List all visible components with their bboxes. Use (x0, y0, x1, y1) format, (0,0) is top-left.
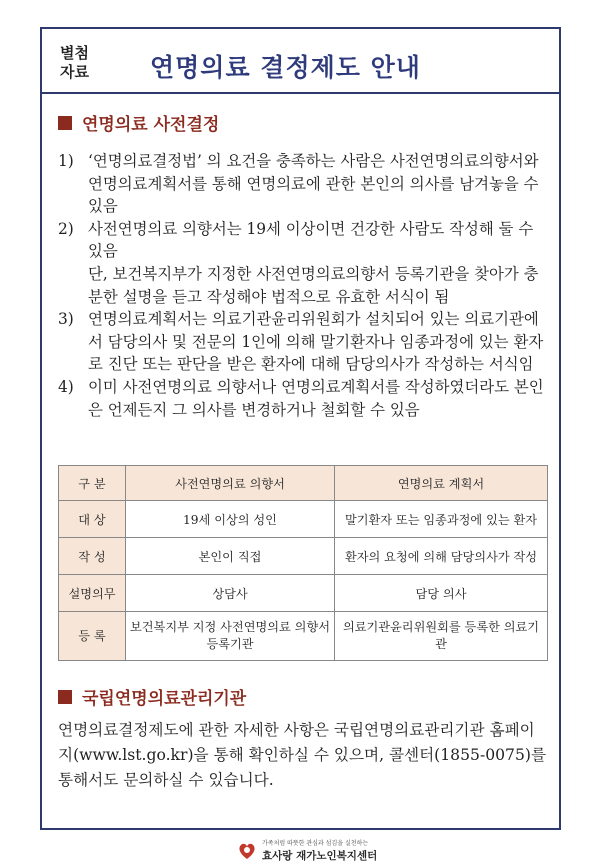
section-heading-text: 연명의료 사전결정 (82, 115, 220, 135)
table-header-cell: 사전연명의료 의향서 (126, 466, 335, 501)
organization-logo-icon (236, 840, 258, 862)
list-item (58, 218, 550, 263)
table-cell: 본인이 직접 (126, 538, 335, 575)
square-bullet-icon (58, 690, 72, 704)
table-cell: 상담사 (126, 575, 335, 612)
table-cell: 보건복지부 지정 사전연명의료 의향서 등록기관 (126, 612, 335, 661)
list-item (58, 150, 550, 218)
footer-tagline: 가족처럼 따뜻한 관심과 섬김을 실천하는 (262, 840, 369, 847)
list-item (58, 376, 550, 421)
list-item-continuation (58, 263, 550, 308)
table-cell: 19세 이상의 성인 (126, 501, 335, 538)
section-heading-advance-decision (58, 110, 219, 135)
table-row (59, 538, 548, 575)
list-item (58, 308, 550, 376)
section-heading-text: 국립연명의료관리기관 (82, 689, 247, 709)
footer-org-name: 효사랑 재가노인복지센터 (262, 850, 378, 862)
list-item-text: 연명의료계획서는 의료기관윤리위원회가 설치되어 있는 의료기관에서 담당의사 및 전문의 1인에 의해 말기환자나 임종과정에 있는 환자로 진단 또는 판단을 받은 환자에 대해 담당의사가 작성하는 서식임 (88, 310, 544, 374)
attachment-tag (60, 44, 89, 82)
table-row-header: 작 성 (59, 538, 126, 575)
list-item-text: 사전연명의료 의향서는 19세 이상이면 건강한 사람도 작성해 둘 수 있음 (88, 219, 534, 261)
table-header-row (59, 466, 548, 501)
table-cell: 의료기관윤리위원회를 등록한 의료기관 (335, 612, 548, 661)
attachment-tag-line1: 별첨 (60, 44, 89, 62)
table-cell: 말기환자 또는 임종과정에 있는 환자 (335, 501, 548, 538)
attachment-tag-line2: 자료 (60, 63, 89, 81)
list-item-text: 단, 보건복지부가 지정한 사전연명의료의향서 등록기관을 찾아가 충분한 설명을 듣고 작성해야 법적으로 유효한 서식이 됨 (88, 264, 539, 306)
page-frame (40, 27, 561, 830)
list-item-text: ‘연명의료결정법’ 의 요건을 충족하는 사람은 사전연명의료의향서와 연명의료계획서를 통해 연명의료에 관한 본인의 의사를 남겨놓을 수 있음 (88, 152, 539, 216)
list-item-number: 2) (58, 219, 74, 238)
list-item-number: 4) (58, 377, 74, 396)
comparison-table (58, 465, 548, 661)
list-item-number-empty (58, 263, 88, 308)
table-row-header: 대 상 (59, 501, 126, 538)
table-row-header: 등 록 (59, 612, 126, 661)
table-row (59, 575, 548, 612)
square-bullet-icon (58, 116, 72, 130)
table-row (59, 501, 548, 538)
document-title: 연명의료 결정제도 안내 (150, 53, 421, 82)
contact-paragraph: 연명의료결정제도에 관한 자세한 사항은 국립연명의료관리기관 홈페이지(www.lst.go.kr)을 통해 확인하실 수 있으며, 콜센터(1855-0075)를 통해서도 문의하실 수 있습니다. (58, 721, 547, 789)
table-row-header: 설명의무 (59, 575, 126, 612)
numbered-list (58, 150, 550, 421)
list-item-number: 1) (58, 152, 74, 170)
list-item-number: 3) (58, 310, 74, 329)
table-header-cell: 연명의료 계획서 (335, 466, 548, 501)
table-cell: 담당 의사 (335, 575, 548, 612)
table-header-cell: 구 분 (59, 466, 126, 501)
table-row (59, 612, 548, 661)
table-cell: 환자의 요청에 의해 담당의사가 작성 (335, 538, 548, 575)
list-item-text: 이미 사전연명의료 의향서나 연명의료계획서를 작성하였더라도 본인은 언제든지 그 의사를 변경하거나 철회할 수 있음 (88, 377, 544, 419)
section-heading-national-agency (58, 684, 246, 709)
